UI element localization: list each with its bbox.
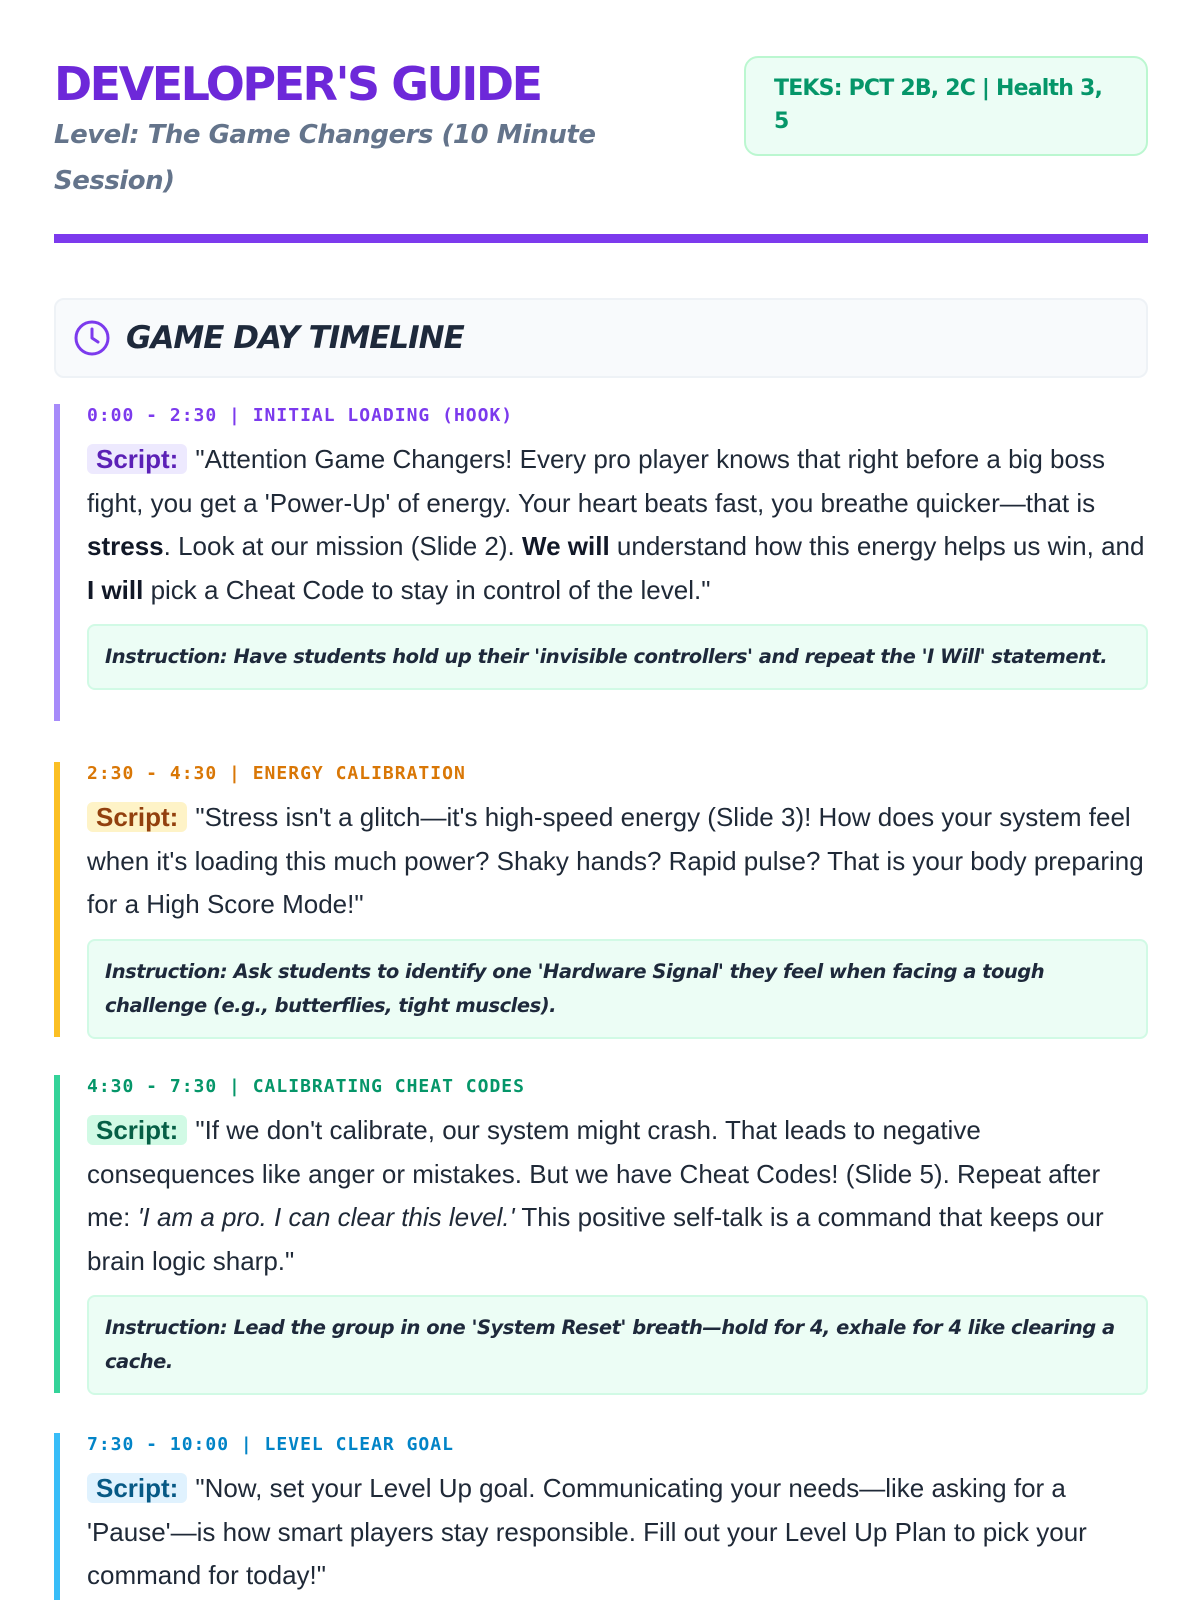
timeline-title: GAME DAY TIMELINE [126,320,464,356]
script-text: "Stress isn't a glitch—it's high-speed energy (Slide 3)! How does your system feel when it's loading this much power? Shaky hands? Rapid pulse? That is your body preparing for a High Score Mode!" [87,802,1144,919]
guide-header [54,56,1148,246]
script-text: This positive self-talk is a command that keeps our brain logic sharp." [87,1202,1104,1276]
script-label: Script: [87,444,187,474]
timeline-section-hook [54,404,1148,721]
instruction-box: Instruction: Have students hold up their 'invisible controllers' and repeat the 'I Will' statement. [87,624,1148,690]
script-text: understand how this energy helps us win, and [609,531,1145,561]
section-time-label: 2:30 - 4:30 | ENERGY CALIBRATION [87,763,466,784]
script-label: Script: [87,802,187,832]
header-divider [54,234,1148,243]
section-time-label: 0:00 - 2:30 | INITIAL LOADING (HOOK) [87,405,514,426]
teks-badge: TEKS: PCT 2B, 2C | Health 3, 5 [744,56,1148,156]
page-title: DEVELOPER'S GUIDE [54,57,541,111]
clock-icon [72,318,112,358]
script-text: "Attention Game Changers! Every pro player knows that right before a big boss fight, you get a 'Power-Up' of energy. Your heart beats fast, you breathe quicker—that is [87,444,1105,518]
script-emphasis: We will [522,531,610,561]
section-script [87,438,1148,612]
section-accent-bar [54,404,60,721]
timeline-section-cheat-codes [54,1075,1148,1393]
section-accent-bar [54,1433,60,1600]
timeline-section-energy [54,762,1148,1037]
script-quote: 'I am a pro. I can clear this level.' [137,1202,515,1232]
script-text: pick a Cheat Code to stay in control of the level." [143,574,711,605]
timeline-header [54,298,1148,378]
script-label: Script: [87,1115,187,1145]
page-subtitle: Level: The Game Changers (10 Minute Session) [54,120,596,196]
section-accent-bar [54,1075,60,1393]
section-script [87,796,1148,927]
section-script [87,1467,1148,1598]
section-accent-bar [54,762,60,1037]
script-text: . Look at our mission (Slide 2). [163,531,523,561]
script-text: "Now, set your Level Up goal. Communicating your needs—like asking for a 'Pause'—is how smart players stay responsible. Fill out your Level Up Plan to pick your command for today!" [87,1473,1087,1590]
script-emphasis: stress [87,531,164,561]
instruction-box: Instruction: Lead the group in one 'System Reset' breath—hold for 4, exhale for 4 like clearing a cache. [87,1295,1148,1395]
instruction-box: Instruction: Ask students to identify one 'Hardware Signal' they feel when facing a tough challenge (e.g., butterflies, tight muscles). [87,939,1148,1039]
section-time-label: 7:30 - 10:00 | LEVEL CLEAR GOAL [87,1434,454,1455]
script-emphasis: I will [87,574,144,605]
section-time-label: 4:30 - 7:30 | CALIBRATING CHEAT CODES [87,1076,525,1097]
script-text: "If we don't calibrate, our system might crash. That leads to negative consequences like anger or mistakes. But we have Cheat Codes! (Slide 5). Repeat after me: [87,1115,1101,1232]
section-script [87,1109,1148,1283]
script-label: Script: [87,1473,187,1503]
timeline-section-goal [54,1433,1148,1600]
